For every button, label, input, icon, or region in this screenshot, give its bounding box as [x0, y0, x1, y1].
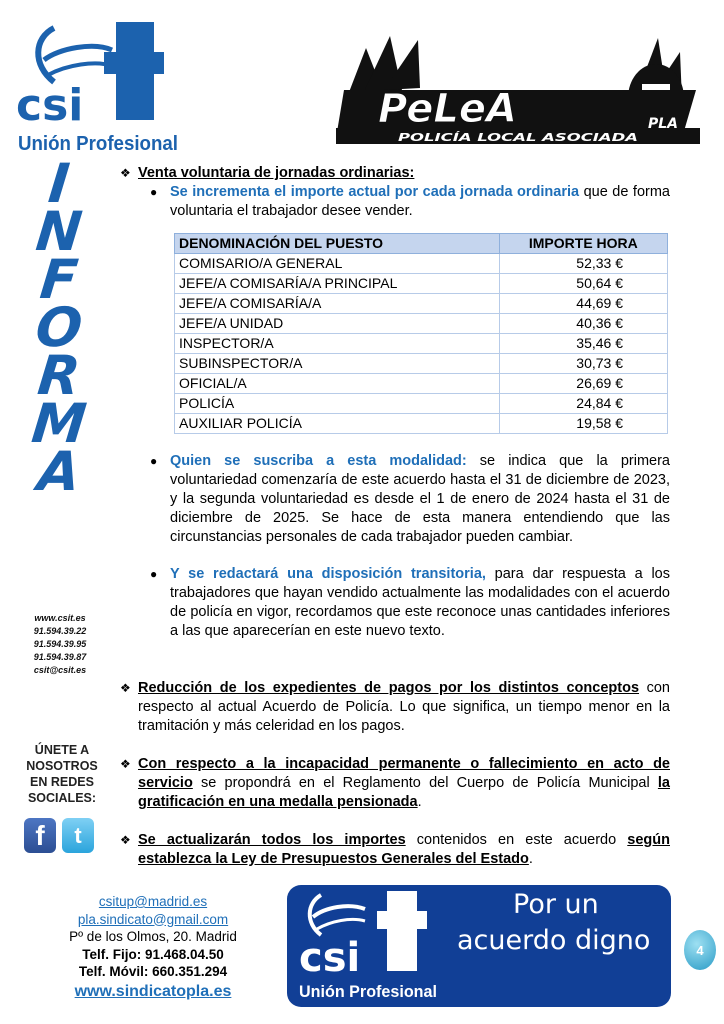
table-row [175, 334, 668, 354]
table-row [175, 314, 668, 334]
column-header-puesto: DENOMINACIÓN DEL PUESTO [175, 234, 500, 254]
table-row [175, 394, 668, 414]
cell-importe: 24,84 € [499, 394, 667, 414]
section-actualizacion-importes: ❖ Se actualizarán todos los importes contenidos en este acuerdo según establezca la Ley de Presupuestos Generales del Estado. [120, 832, 670, 867]
pla-logo [336, 30, 700, 154]
table-header-row [175, 234, 668, 254]
cell-importe: 44,69 € [499, 294, 667, 314]
csit-web[interactable]: www.csit.es [34, 613, 86, 623]
email-csitup-link[interactable]: csitup@madrid.es [98, 894, 208, 909]
website-link[interactable]: www.sindicatopla.es [74, 982, 232, 1000]
bullet-suscripcion: ● Quien se suscriba a esta modalidad: se indica que la primera voluntariedad comenzaría de este acuerdo hasta el 31 de diciembre de 2023, y la segunda voluntariedad es desde el 1 de enero de 2024 hasta el 31 de diciembre de 2025. Se hace de esta manera entendiendo que las circunstancias personales de cada trabajador pueden cambiar. [150, 453, 670, 545]
cell-importe: 30,73 € [499, 354, 667, 374]
cell-puesto: JEFE/A COMISARÍA/A PRINCIPAL [175, 274, 500, 294]
diamond-bullet-icon: ❖ [120, 166, 131, 180]
pla-contact-block [42, 893, 264, 1000]
banner-csit-subtitle: Unión Profesional [299, 982, 437, 1001]
cell-importe: 19,58 € [499, 414, 667, 434]
informa-letter: A [34, 440, 84, 503]
banner-slogan-line1: Por un [513, 889, 599, 920]
section-venta-voluntaria [118, 164, 670, 183]
cell-importe: 26,69 € [499, 374, 667, 394]
facebook-icon[interactable]: f [24, 818, 56, 853]
banner-csit-logo [293, 885, 463, 1007]
diamond-bullet-icon: ❖ [120, 681, 131, 695]
table-row [175, 354, 668, 374]
bullet-disposicion-transitoria: ● Y se redactará una disposición transitoria, para dar respuesta a los trabajadores que hayan vendido actualmente las modalidades con el acuerdo de policía en vigor, recordamos que este reconoce unas cantidades inferiores a las que aparecerían en este nuevo texto. [150, 566, 670, 639]
csit-phone-3: 91.594.39.87 [33, 652, 87, 662]
csit-logo-subtitle: Unión Profesional [18, 133, 178, 155]
csit-email[interactable]: csit@csit.es [33, 665, 87, 675]
hourly-rate-table [174, 233, 668, 434]
phone-mobile: Telf. Móvil: 660.351.294 [78, 964, 228, 979]
informa-letter: O [32, 296, 86, 359]
csit-logo [14, 20, 182, 155]
cell-importe: 50,64 € [499, 274, 667, 294]
cell-puesto: AUXILIAR POLICÍA [175, 414, 500, 434]
cell-puesto: INSPECTOR/A [175, 334, 500, 354]
cell-puesto: JEFE/A UNIDAD [175, 314, 500, 334]
table-row [175, 414, 668, 434]
pla-logo-band: POLICÍA LOCAL ASOCIADA [398, 131, 638, 144]
table-row [175, 254, 668, 274]
bullet-dot-icon: ● [150, 567, 158, 581]
section-reduccion-expedientes: ❖ Reducción de los expedientes de pagos por los distintos conceptos con respecto al actual Acuerdo de Policía. Lo que significa, un tiempo menor en la tramitación y más celeridad en los pagos. [120, 680, 670, 734]
bullet-dot-icon: ● [150, 185, 158, 199]
cell-importe: 35,46 € [499, 334, 667, 354]
pla-logo-tag: PLA [648, 116, 679, 132]
twitter-icon[interactable]: t [62, 818, 94, 853]
table-row [175, 294, 668, 314]
table-row [175, 374, 668, 394]
social-networks-title: ÚNETE A NOSOTROS EN REDES SOCIALES: [26, 743, 98, 805]
informa-letter: N [33, 200, 85, 263]
column-header-importe: IMPORTE HORA [499, 234, 667, 254]
bullet-dot-icon: ● [150, 454, 158, 468]
diamond-bullet-icon: ❖ [120, 757, 131, 771]
address: Pº de los Olmos, 20. Madrid [69, 929, 237, 944]
cell-puesto: COMISARIO/A GENERAL [175, 254, 500, 274]
main-content [118, 164, 670, 869]
cell-importe: 52,33 € [499, 254, 667, 274]
banner-csit-letters: csi [299, 935, 361, 981]
section-title: Venta voluntaria de jornadas ordinarias: [138, 165, 415, 181]
csit-phone-1: 91.594.39.22 [33, 626, 87, 636]
section-incapacidad: ❖ Con respecto a la incapacidad permanente o fallecimiento en acto de servicio se propondrá en el Reglamento del Cuerpo de Policía Municipal la gratificación en una medalla pensionada. [120, 756, 670, 810]
banner-slogan-line2: acuerdo digno [457, 925, 651, 956]
csit-logo-letters: csi [16, 80, 84, 131]
cell-puesto: OFICIAL/A [175, 374, 500, 394]
csit-contact-list [18, 612, 102, 677]
pla-logo-text: PeLeA [378, 86, 517, 132]
cell-puesto: POLICÍA [175, 394, 500, 414]
social-icons [24, 818, 94, 853]
informa-vertical-title [28, 152, 90, 503]
table-row [175, 274, 668, 294]
informa-letter: I [45, 152, 73, 215]
diamond-bullet-icon: ❖ [120, 833, 131, 847]
page-number-badge: 4 [684, 930, 716, 970]
slogan-banner [287, 885, 671, 1007]
bullet-incremento: ● Se incrementa el importe actual por cada jornada ordinaria que de forma voluntaria el trabajador desee vender. [150, 184, 670, 219]
informa-letter: F [37, 248, 81, 311]
cell-puesto: SUBINSPECTOR/A [175, 354, 500, 374]
csit-phone-2: 91.594.39.95 [33, 639, 87, 649]
informa-letter: R [34, 344, 84, 407]
email-pla-link[interactable]: pla.sindicato@gmail.com [77, 911, 229, 927]
cell-puesto: JEFE/A COMISARÍA/A [175, 294, 500, 314]
informa-letter: M [28, 392, 90, 455]
phone-fixed: Telf. Fijo: 91.468.04.50 [82, 946, 224, 962]
cell-importe: 40,36 € [499, 314, 667, 334]
